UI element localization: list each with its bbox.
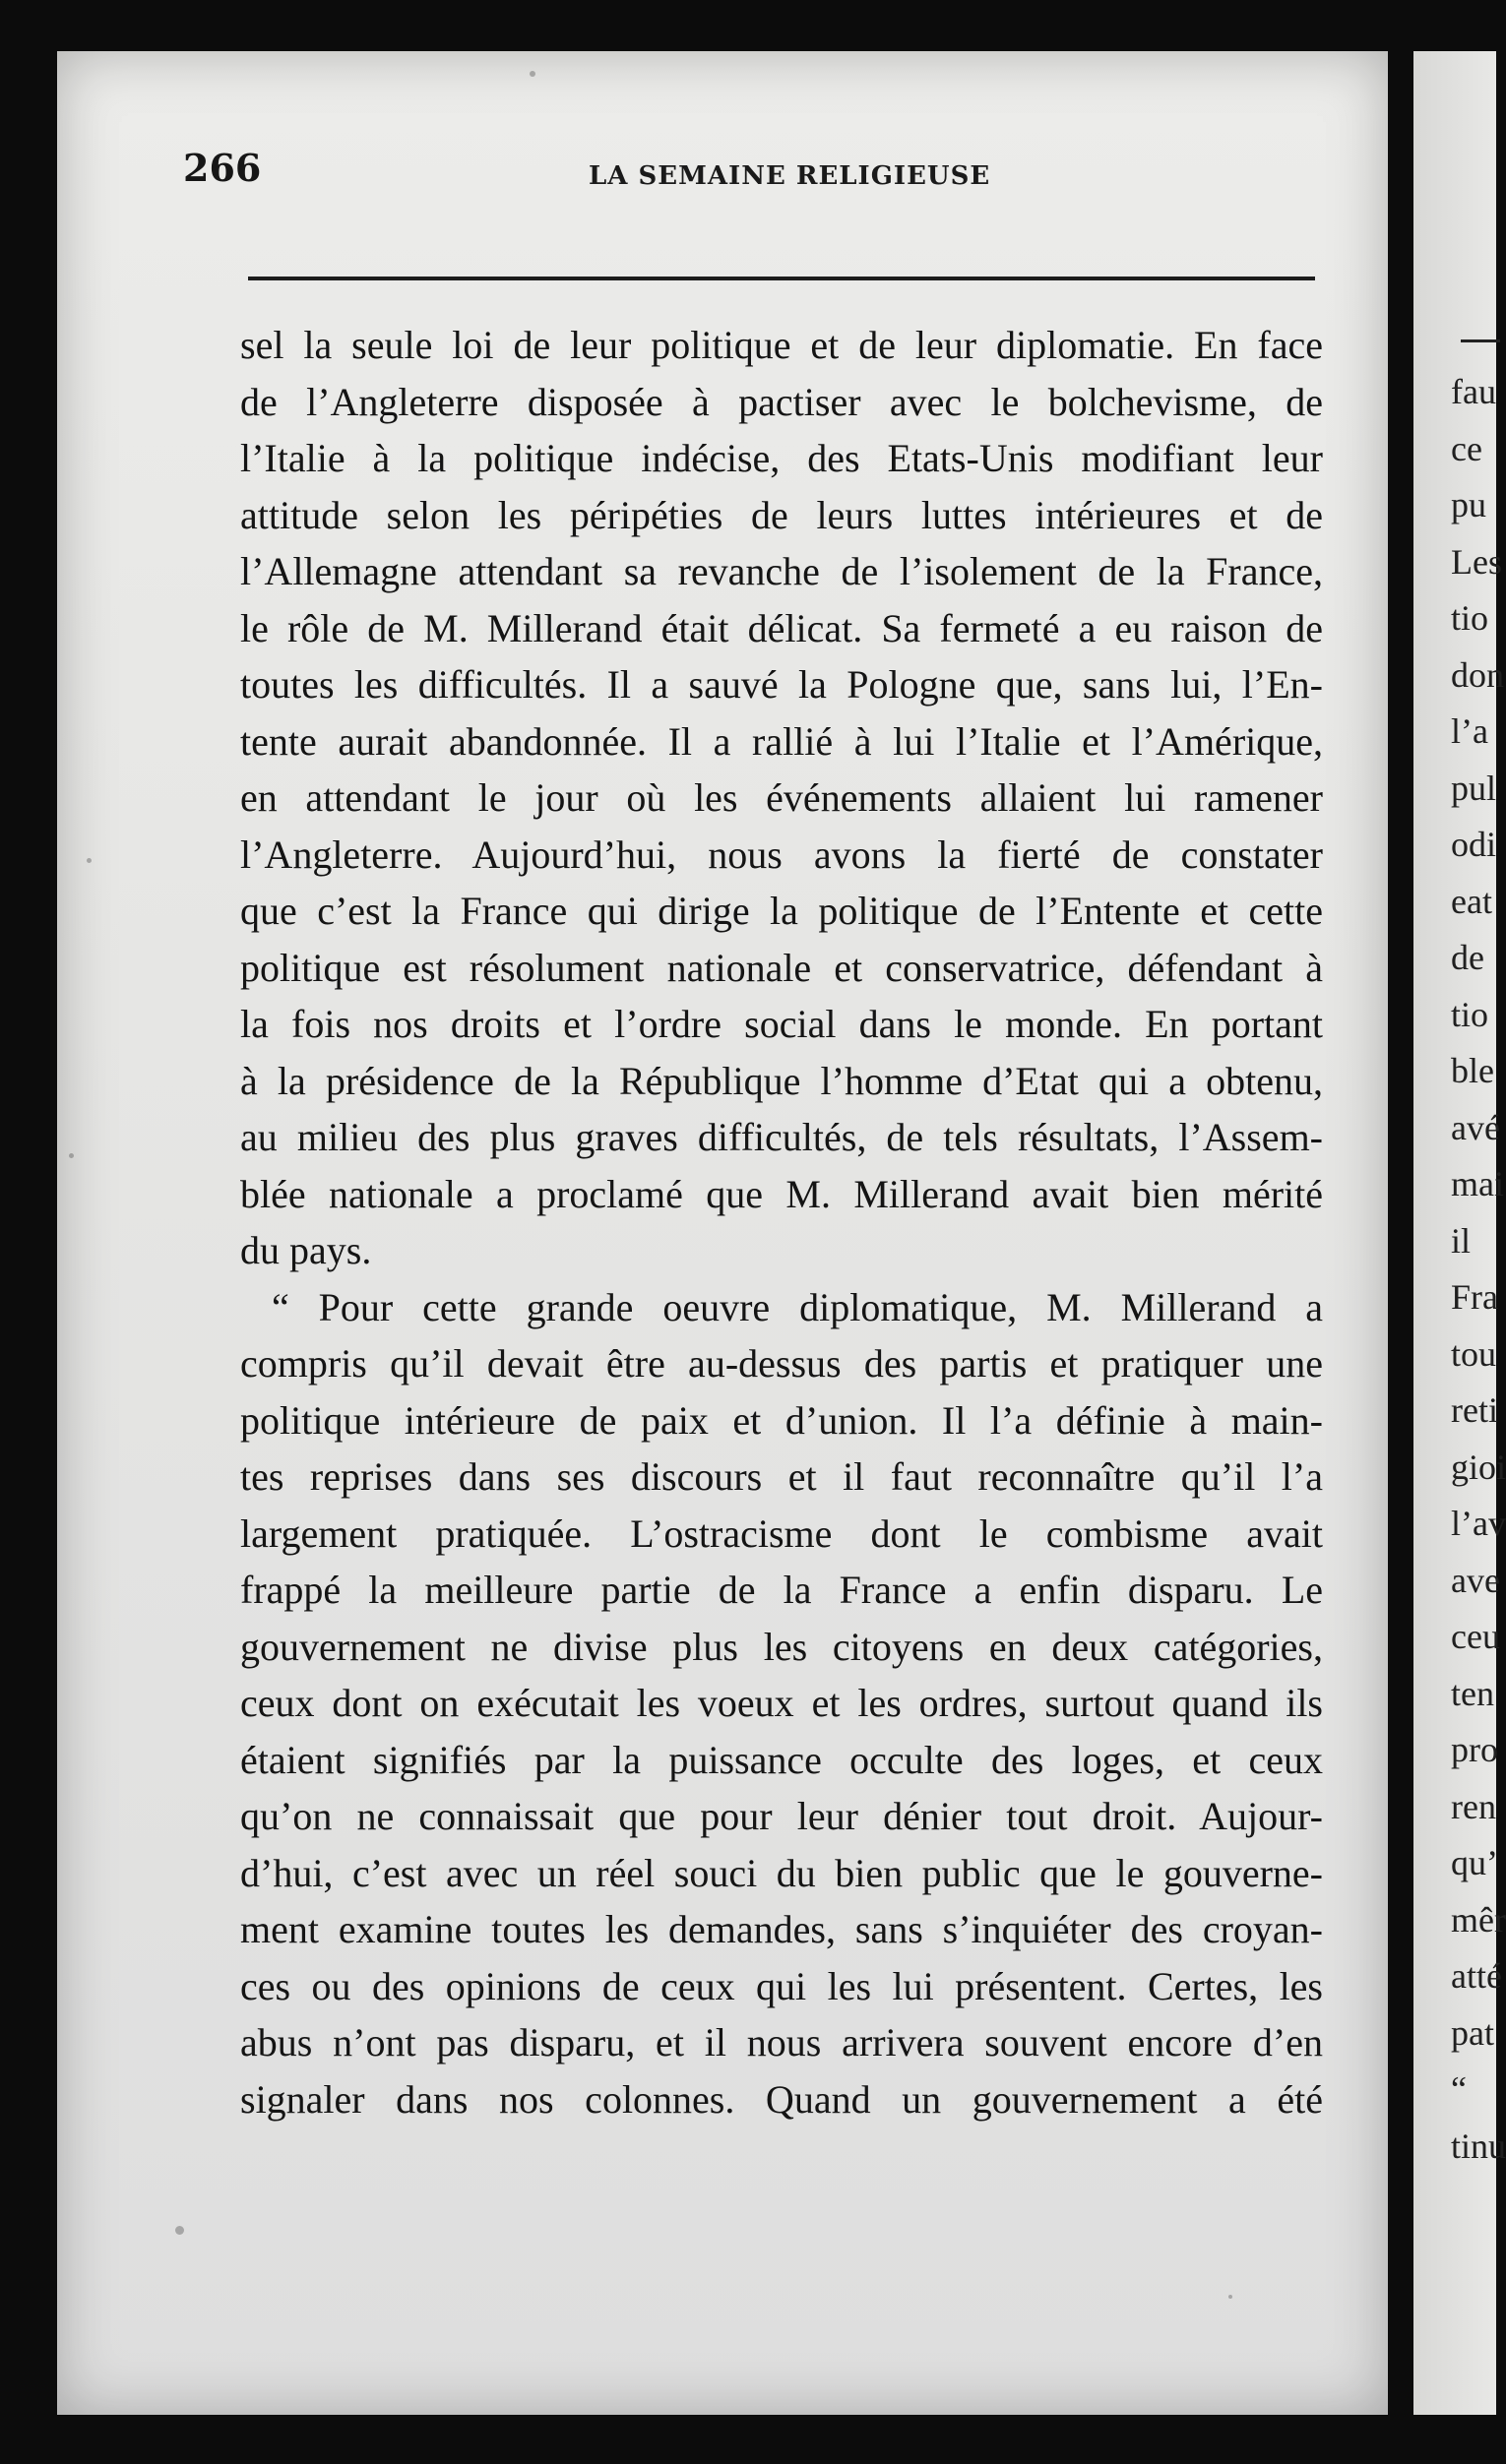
- page-header: [183, 146, 1301, 205]
- text-line: d’hui, c’est avec un réel souci du bien public que le gouverne-: [240, 1850, 1323, 1895]
- adjacent-fragment: gioi: [1451, 1447, 1506, 1487]
- text-line: ces ou des opinions de ceux qui les lui présentent. Certes, les: [240, 1963, 1323, 2008]
- paper-speck: [1228, 2295, 1232, 2299]
- text-line: au milieu des plus graves difficultés, de tels résultats, l’Assem-: [240, 1115, 1323, 1159]
- adjacent-page-edge: [1413, 51, 1506, 2415]
- text-line: gouvernement ne divise plus les citoyens en deux catégories,: [240, 1624, 1323, 1669]
- text-line: tente aurait abandonnée. Il a rallié à lui l’Italie et l’Amérique,: [240, 718, 1323, 764]
- text-line: le rôle de M. Millerand était délicat. Sa fermeté a eu raison de: [240, 605, 1323, 650]
- adjacent-fragment: l’av: [1451, 1504, 1506, 1543]
- text-line: étaient signifiés par la puissance occulte des loges, et ceux: [240, 1737, 1323, 1782]
- adjacent-fragment: ave: [1451, 1560, 1500, 1600]
- adjacent-fragment: pu: [1451, 485, 1486, 524]
- text-line: abus n’ont pas disparu, et il nous arrivera souvent encore d’en: [240, 2020, 1323, 2064]
- text-line: la fois nos droits et l’ordre social dans le monde. En portant: [240, 1002, 1323, 1046]
- running-title: LA SEMAINE RELIGIEUSE: [589, 161, 991, 191]
- text-line: politique intérieure de paix et d’union. Il l’a définie à main-: [240, 1397, 1323, 1443]
- adjacent-fragment: de: [1451, 938, 1484, 977]
- adjacent-fragment: tio: [1451, 598, 1489, 638]
- adjacent-header-rule: [1461, 339, 1500, 342]
- text-line: ment examine toutes les demandes, sans s’inquiéter des croyan-: [240, 1907, 1323, 1951]
- adjacent-fragment: pro: [1451, 1730, 1498, 1769]
- paper-speck: [175, 2226, 184, 2235]
- adjacent-fragment: il: [1451, 1220, 1472, 1261]
- paper-speck: [87, 858, 92, 863]
- text-line: qu’on ne connaissait que pour leur dénier tout droit. Aujour-: [240, 1794, 1323, 1838]
- adjacent-fragment: tinu: [1451, 2125, 1506, 2166]
- adjacent-fragment: eat: [1451, 881, 1492, 921]
- adjacent-fragment: ble: [1451, 1051, 1494, 1090]
- adjacent-fragment: l’a: [1451, 711, 1488, 751]
- adjacent-fragment: fau: [1451, 372, 1496, 411]
- text-line: à la présidence de la République l’homme d’Etat qui a obtenu,: [240, 1058, 1323, 1103]
- adjacent-fragment: odi: [1451, 825, 1497, 864]
- text-line: sel la seule loi de leur politique et de leur diplomatie. En face: [240, 323, 1323, 367]
- adjacent-fragment: tio: [1451, 994, 1489, 1034]
- adjacent-fragment: ten: [1451, 1673, 1494, 1713]
- text-line: ceux dont on exécutait les voeux et les ordres, surtout quand ils: [240, 1681, 1323, 1725]
- adjacent-fragment: atté: [1451, 1956, 1502, 1996]
- text-line: blée nationale a proclamé que M. Millerand avait bien mérité: [240, 1171, 1323, 1216]
- adjacent-fragment: pat: [1451, 2012, 1494, 2053]
- text-line: du pays.: [240, 1228, 372, 1272]
- text-line: en attendant le jour où les événements allaient lui ramener: [240, 775, 1323, 820]
- text-line: largement pratiquée. L’ostracisme dont le combisme avait: [240, 1510, 1323, 1556]
- adjacent-fragment: avé: [1451, 1107, 1500, 1147]
- text-line: politique est résolument nationale et conservatrice, défendant à: [240, 945, 1323, 990]
- page-number: 266: [183, 146, 262, 190]
- body-text: [240, 317, 1323, 2127]
- adjacent-fragment: qu’: [1451, 1843, 1498, 1882]
- text-line: “ Pour cette grande oeuvre diplomatique, M. Millerand a: [272, 1284, 1323, 1329]
- text-line: que c’est la France qui dirige la politique de l’Entente et cette: [240, 889, 1323, 933]
- text-line: l’Allemagne attendant sa revanche de l’isolement de la France,: [240, 549, 1323, 593]
- adjacent-fragment: tou: [1451, 1333, 1497, 1374]
- adjacent-fragment: ce: [1451, 428, 1482, 468]
- text-line: tes reprises dans ses discours et il faut reconnaître qu’il l’a: [240, 1454, 1323, 1499]
- text-line: l’Angleterre. Aujourd’hui, nous avons la fierté de constater: [240, 832, 1323, 877]
- adjacent-fragment: reti: [1451, 1390, 1498, 1430]
- adjacent-fragment: ceu: [1451, 1617, 1500, 1656]
- adjacent-fragment: Fra: [1451, 1277, 1498, 1317]
- adjacent-fragment: don: [1451, 654, 1504, 695]
- adjacent-fragment: mêr: [1451, 1899, 1506, 1940]
- adjacent-fragment: mai: [1451, 1164, 1504, 1203]
- paper-speck: [69, 1153, 74, 1158]
- text-line: compris qu’il devait être au-dessus des partis et pratiquer une: [240, 1341, 1323, 1386]
- text-line: signaler dans nos colonnes. Quand un gouvernement a été: [240, 2076, 1323, 2122]
- adjacent-fragment: ren: [1451, 1786, 1496, 1826]
- text-line: toutes les difficultés. Il a sauvé la Pologne que, sans lui, l’En-: [240, 662, 1323, 707]
- adjacent-fragment: Les: [1451, 541, 1502, 582]
- adjacent-fragment: pul: [1451, 768, 1497, 808]
- header-rule: [248, 277, 1315, 280]
- paper-speck: [530, 71, 535, 77]
- text-line: frappé la meilleure partie de la France a enfin disparu. Le: [240, 1568, 1323, 1612]
- text-line: attitude selon les péripéties de leurs luttes intérieures et de: [240, 492, 1323, 537]
- adjacent-fragment: “: [1451, 2069, 1467, 2109]
- text-line: l’Italie à la politique indécise, des Etats-Unis modifiant leur: [240, 436, 1323, 480]
- adjacent-page-fragments: [1451, 364, 1506, 2175]
- text-line: de l’Angleterre disposée à pactiser avec le bolchevisme, de: [240, 379, 1323, 424]
